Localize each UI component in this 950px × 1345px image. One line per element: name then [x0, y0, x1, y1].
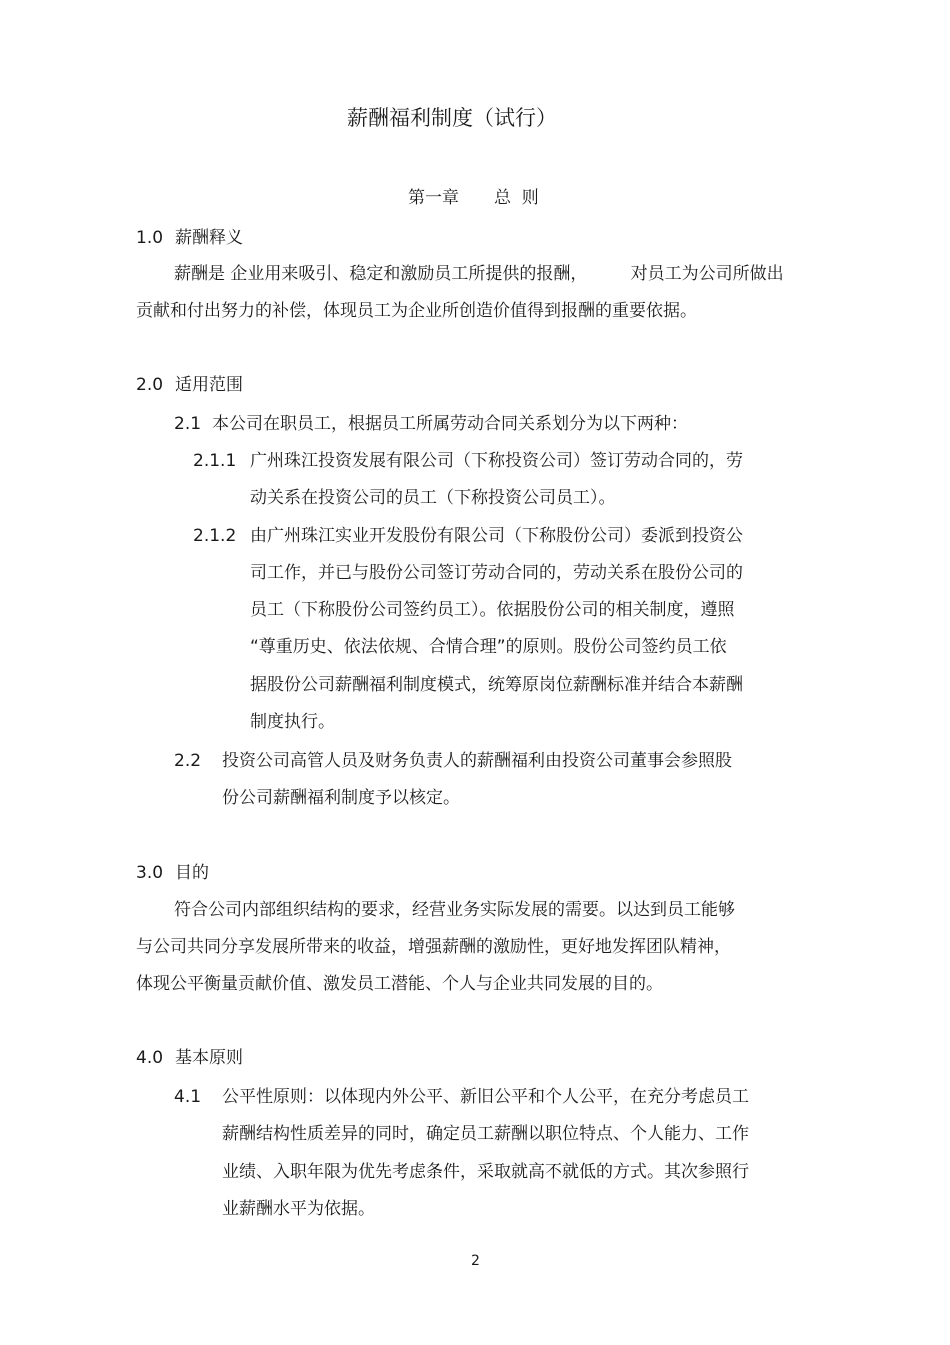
chapter-name: 总 则	[494, 188, 539, 208]
item-number: 2.1.2	[193, 526, 237, 546]
section-heading: 适用范围	[175, 375, 243, 395]
section-heading: 薪酬释义	[175, 228, 243, 248]
paragraph-line: 与公司共同分享发展所带来的收益，增强薪酬的激励性，更好地发挥团队精神，	[136, 937, 731, 957]
item-text: 业薪酬水平为依据。	[222, 1199, 375, 1219]
section-heading: 目的	[175, 863, 209, 883]
item-number: 2.1.1	[193, 451, 237, 471]
item-text: 由广州珠江实业开发股份有限公司（下称股份公司）委派到投资公	[250, 526, 743, 546]
paragraph-line: 贡献和付出努力的补偿，体现员工为企业所创造价值得到报酬的重要依据。	[136, 301, 697, 321]
item-number: 2.2	[174, 751, 202, 771]
section-number: 1.0	[136, 228, 164, 248]
item-text: 据股份公司薪酬福利制度模式，统筹原岗位薪酬标准并结合本薪酬	[250, 675, 743, 695]
paragraph-line: 符合公司内部组织结构的要求，经营业务实际发展的需要。以达到员工能够	[174, 900, 735, 920]
paragraph-line: 薪酬是 企业用来吸引、稳定和激励员工所提供的报酬， 对员工为公司所做出	[174, 264, 784, 284]
paragraph-line: 体现公平衡量贡献价值、激发员工潜能、个人与企业共同发展的目的。	[136, 974, 663, 994]
item-text: “尊重历史、依法依规、合情合理”的原则。股份公司签约员工依	[250, 637, 727, 657]
item-text: 本公司在职员工，根据员工所属劳动合同关系划分为以下两种：	[212, 414, 688, 434]
chapter-label: 第一章	[408, 188, 459, 208]
item-text: 份公司薪酬福利制度予以核定。	[222, 788, 460, 808]
item-text: 制度执行。	[250, 712, 335, 732]
item-text: 员工（下称股份公司签约员工）。依据股份公司的相关制度，遵照	[250, 600, 735, 620]
section-number: 4.0	[136, 1048, 164, 1068]
document-title: 薪酬福利制度（试行）	[347, 106, 557, 130]
item-text: 动关系在投资公司的员工（下称投资公司员工）。	[250, 488, 616, 508]
item-text: 投资公司高管人员及财务负责人的薪酬福利由投资公司董事会参照股	[222, 751, 732, 771]
section-heading: 基本原则	[175, 1048, 243, 1068]
item-text: 业绩、入职年限为优先考虑条件，采取就高不就低的方式。其次参照行	[222, 1162, 749, 1182]
section-number: 3.0	[136, 863, 164, 883]
section-number: 2.0	[136, 375, 164, 395]
item-text: 广州珠江投资发展有限公司（下称投资公司）签订劳动合同的，劳	[250, 451, 743, 471]
item-number: 2.1	[174, 414, 202, 434]
item-text: 司工作，并已与股份公司签订劳动合同的，劳动关系在股份公司的	[250, 563, 743, 583]
item-text: 薪酬结构性质差异的同时，确定员工薪酬以职位特点、个人能力、工作	[222, 1124, 749, 1144]
item-text: 公平性原则：以体现内外公平、新旧公平和个人公平，在充分考虑员工	[222, 1087, 749, 1107]
page-number: 2	[471, 1253, 480, 1269]
item-number: 4.1	[174, 1087, 202, 1107]
